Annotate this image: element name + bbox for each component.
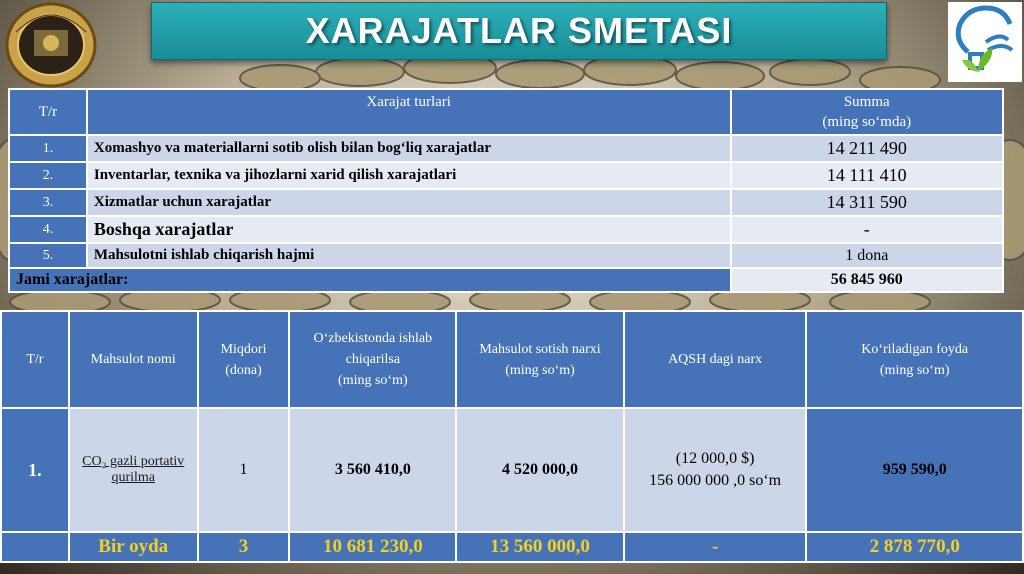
footer-usa-price: - — [624, 532, 807, 562]
row-number: 2. — [9, 162, 87, 189]
table-row — [9, 135, 1003, 162]
footer-production-cost: 10 681 230,0 — [289, 532, 456, 562]
header-usa-price: AQSH dagi narx — [624, 311, 807, 408]
header-sum-line2: (ming so‘mda) — [822, 114, 912, 130]
row-number: 3. — [9, 189, 87, 216]
footer-empty-cell — [1, 532, 69, 562]
profit-cell: 959 590,0 — [806, 408, 1023, 532]
table-row — [9, 216, 1003, 243]
table-row — [1, 408, 1023, 532]
row-number: 1. — [1, 408, 69, 532]
row-expense-name: Mahsulotni ishlab chiqarish hajmi — [87, 243, 731, 268]
row-number: 5. — [9, 243, 87, 268]
header-quantity-line1: Miqdori — [220, 341, 267, 357]
header-sale-line1: Mahsulot sotish narxi — [479, 341, 601, 357]
row-sum: 14 211 490 — [731, 135, 1004, 162]
sale-price-cell: 4 520 000,0 — [456, 408, 624, 532]
footer-quantity: 3 — [198, 532, 290, 562]
usa-price-line1: (12 000,0 $) — [675, 450, 755, 467]
header-production-line3: (ming so‘m) — [338, 373, 408, 388]
header-profit-line1: Ko‘riladigan foyda — [861, 341, 969, 357]
row-expense-name: Inventarlar, texnika va jihozlarni xarid qilish xarajatlari — [87, 162, 731, 189]
total-row — [9, 268, 1003, 292]
table-row — [9, 162, 1003, 189]
footer-row — [1, 532, 1023, 562]
usa-price-cell — [624, 408, 807, 532]
row-expense-name: Boshqa xarajatlar — [87, 216, 731, 243]
header-number: T/r — [9, 89, 87, 135]
organization-emblem-icon — [4, 2, 98, 88]
footer-sale-price: 13 560 000,0 — [456, 532, 624, 562]
quantity-cell: 1 — [198, 408, 290, 532]
page-title: XARAJATLAR SMETASI — [305, 10, 733, 51]
header-expected-profit — [806, 311, 1023, 408]
header-number: T/r — [1, 311, 69, 408]
header-profit-line2: (ming so‘m) — [879, 362, 950, 378]
header-sum-line1: Summa — [843, 94, 890, 110]
row-sum: - — [731, 216, 1004, 243]
row-number: 4. — [9, 216, 87, 243]
row-expense-name: Xomashyo va materiallarni sotib olish bilan bog‘liq xarajatlar — [87, 135, 731, 162]
header-quantity-line2: (dona) — [225, 362, 262, 378]
header-sum — [731, 89, 1004, 135]
footer-label: Bir oyda — [69, 532, 198, 562]
row-sum: 14 111 410 — [731, 162, 1004, 189]
header-expense-type: Xarajat turlari — [87, 89, 731, 135]
usa-price-line2: 156 000 000 ,0 so‘m — [649, 472, 782, 489]
header-product-name: Mahsulot nomi — [69, 311, 198, 408]
table-row — [9, 189, 1003, 216]
row-sum: 1 dona — [731, 243, 1004, 268]
header-production-cost — [289, 311, 456, 408]
product-name-line1[interactable]: CO₂ gazli portativ — [82, 454, 185, 469]
total-label: Jami xarajatlar: — [9, 268, 731, 292]
footer-profit: 2 878 770,0 — [806, 532, 1023, 562]
header-production-line1: O‘zbekistonda ishlab — [313, 331, 433, 346]
header-quantity — [198, 311, 290, 408]
row-expense-name: Xizmatlar uchun xarajatlar — [87, 189, 731, 216]
row-number: 1. — [9, 135, 87, 162]
table-row — [9, 243, 1003, 268]
total-value: 56 845 960 — [731, 268, 1004, 292]
product-profit-table — [0, 310, 1024, 563]
expense-estimate-table — [8, 88, 1004, 293]
title-banner — [151, 2, 887, 60]
row-sum: 14 311 590 — [731, 189, 1004, 216]
product-name-cell — [69, 408, 198, 532]
product-name-line2[interactable]: qurilma — [111, 470, 155, 485]
header-sale-line2: (ming so‘m) — [505, 362, 575, 378]
header-production-line2: chiqarilsa — [345, 352, 401, 367]
header-sale-price — [456, 311, 624, 408]
production-cost-cell: 3 560 410,0 — [289, 408, 456, 532]
lightbulb-plant-icon — [948, 2, 1022, 82]
